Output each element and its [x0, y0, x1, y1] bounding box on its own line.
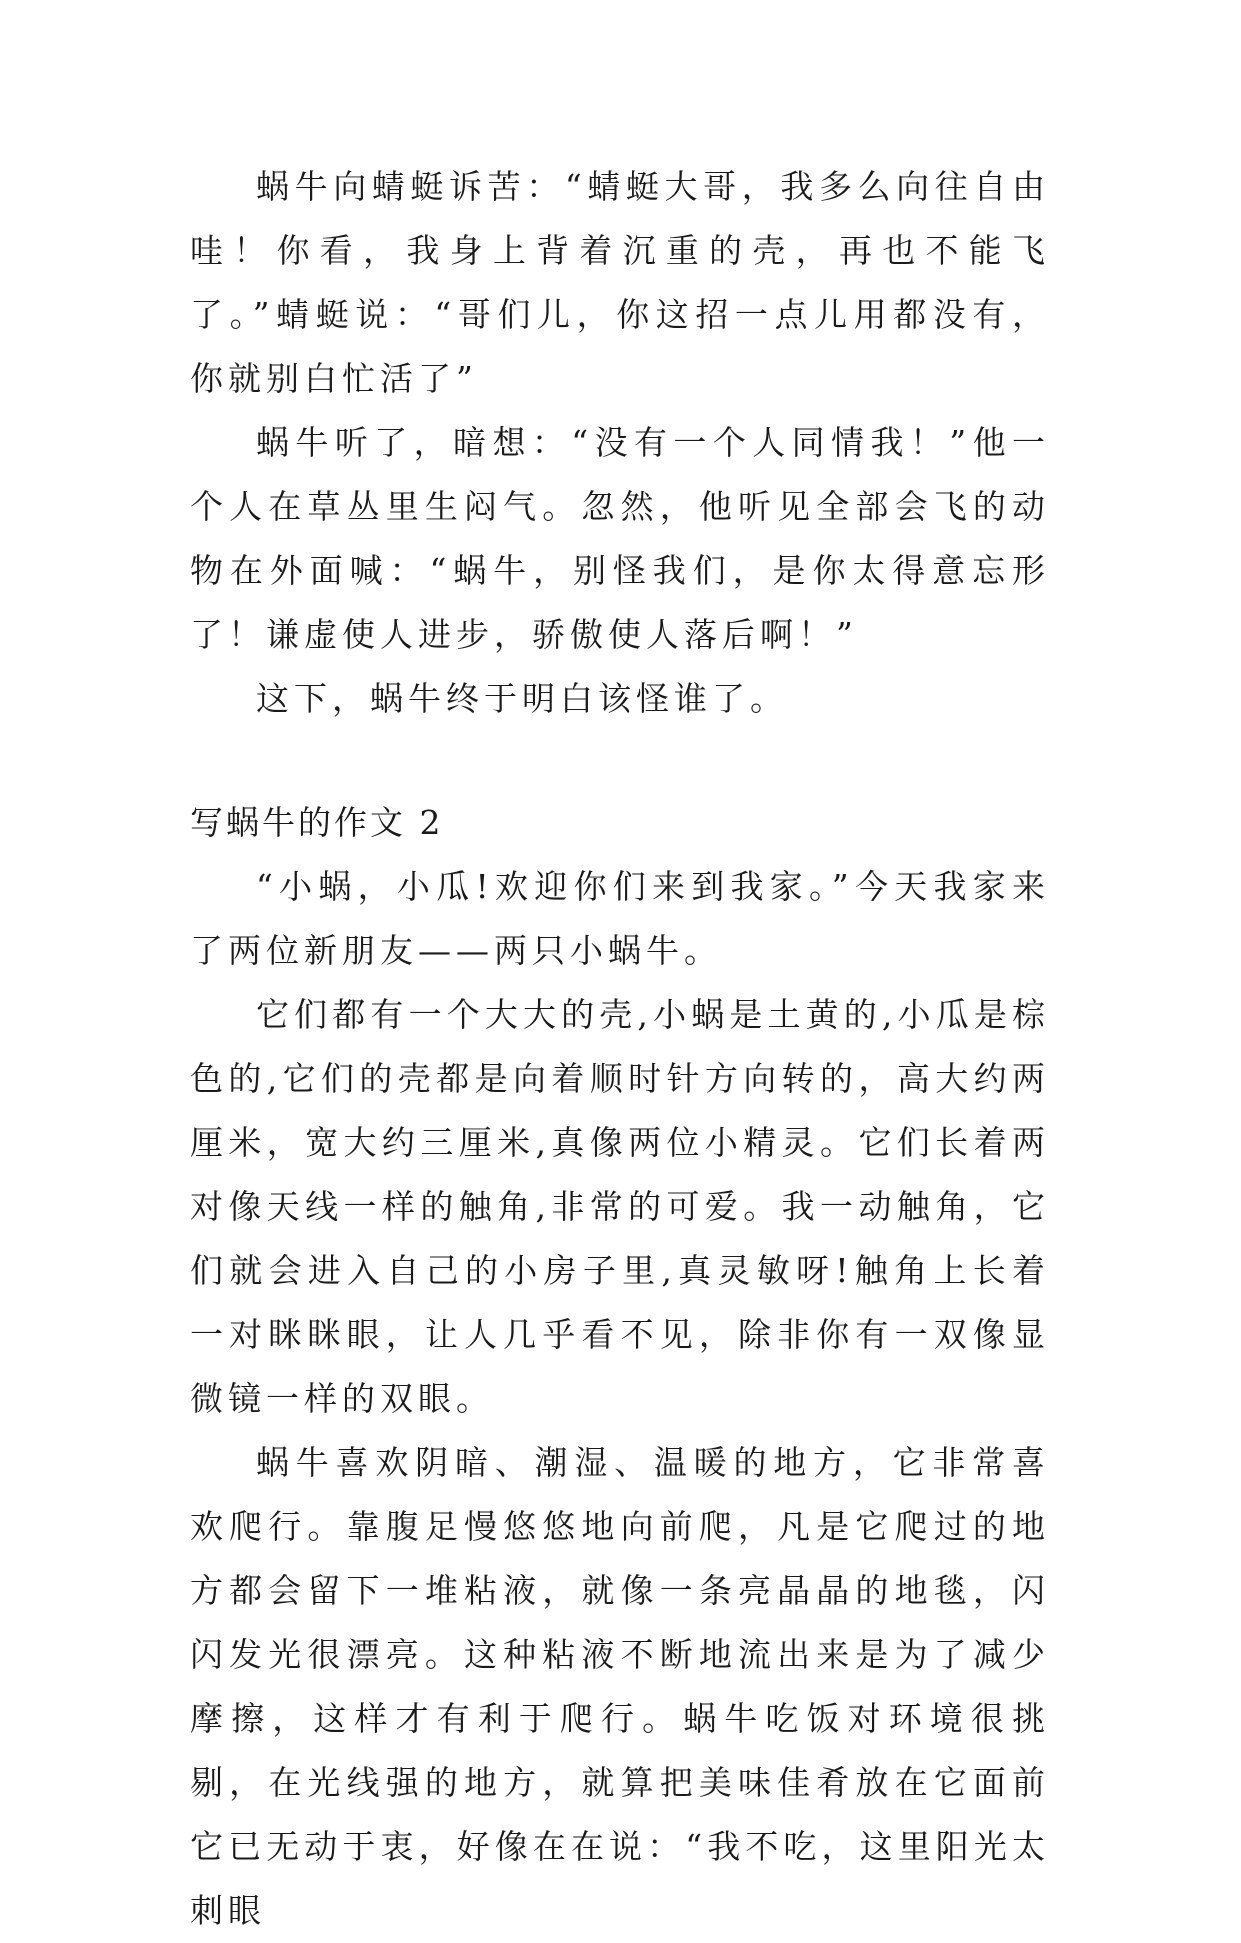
- paragraph: 它们都有一个大大的壳,小蜗是土黄的,小瓜是棕色的,它们的壳都是向着顺时针方向转的，高大约两厘米，宽大约三厘米,真像两位小精灵。它们长着两对像天线一样的触角,非常的可爱。我一动触角，它们就会进入自己的小房子里,真灵敏呀!触角上长着一对眯眯眼，让人几乎看不见，除非你有一双像显微镜一样的双眼。: [190, 995, 1050, 1418]
- document-body: [190, 155, 1050, 1943]
- paragraph: 蜗牛听了，暗想：“没有一个人同情我！”他一个人在草丛里生闷气。忽然，他听见全部会飞的动物在外面喊：“蜗牛，别怪我们，是你太得意忘形了！谦虚使人进步，骄傲使人落后啊！”: [190, 423, 1050, 654]
- paragraph: 蜗牛向蜻蜓诉苦：“蜻蜓大哥，我多么向往自由哇！你看，我身上背着沉重的壳，再也不能飞了。”蜻蜓说：“哥们儿，你这招一点儿用都没有，你就别白忙活了”: [190, 167, 1050, 398]
- paragraph: 蜗牛喜欢阴暗、潮湿、温暖的地方，它非常喜欢爬行。靠腹足慢悠悠地向前爬，凡是它爬过的地方都会留下一堆粘液，就像一条亮晶晶的地毯，闪闪发光很漂亮。这种粘液不断地流出来是为了减少摩擦，这样才有利于爬行。蜗牛吃饭对环境很挑剔，在光线强的地方，就算把美味佳肴放在它面前它已无动于衷，好像在在说：“我不吃，这里阳光太刺眼: [190, 1443, 1050, 1930]
- paragraph: 这下，蜗牛终于明白该怪谁了。: [256, 679, 788, 718]
- paragraph: “小蜗，小瓜!欢迎你们来到我家。”今天我家来了两位新朋友——两只小蜗牛。: [190, 867, 1050, 970]
- section-title: 写蜗牛的作文 2: [190, 803, 444, 842]
- section-spacer: [190, 731, 1050, 791]
